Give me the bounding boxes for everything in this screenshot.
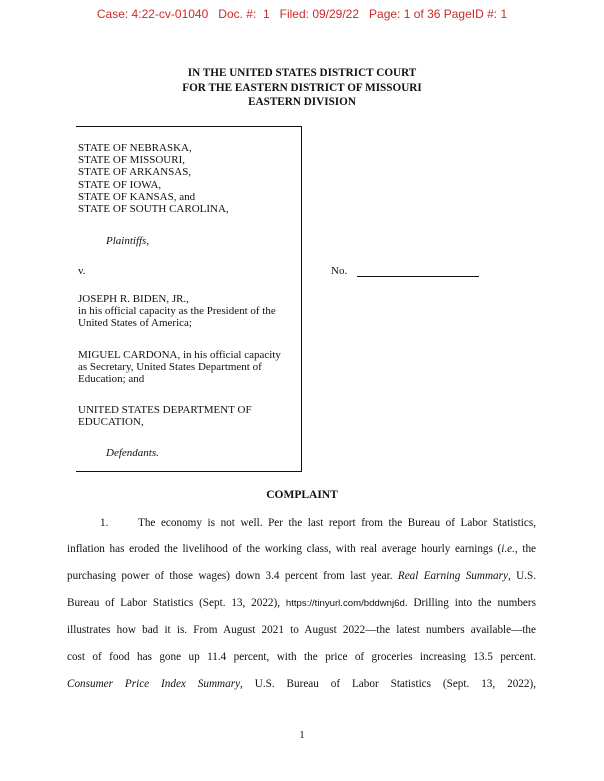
case-header-stamp: Case: 4:22-cv-01040 Doc. #: 1 Filed: 09/29/22 Page: 1 of 36 PageID #: 1 <box>96 7 508 21</box>
page-number: 1 <box>299 729 305 741</box>
court-heading <box>0 66 604 110</box>
paragraph-line <box>67 597 536 609</box>
paragraph-line <box>67 678 536 690</box>
defendant-line: United States of America; <box>78 317 192 330</box>
paragraph-text: inflation has eroded the livelihood of the working class, with real average hourly earnings ( <box>67 543 502 555</box>
defendant-line: Education; and <box>78 373 145 386</box>
paragraph-number: 1. <box>100 517 109 529</box>
citation-title: Consumer Price Index Summary <box>67 678 241 690</box>
defendant-line: UNITED STATES DEPARTMENT OF <box>78 404 252 416</box>
court-heading-line: IN THE UNITED STATES DISTRICT COURT <box>187 67 417 79</box>
versus: v. <box>78 265 86 277</box>
plaintiff-name: STATE OF MISSOURI, <box>78 154 185 167</box>
defendants-label: Defendants. <box>106 447 159 459</box>
paragraph-text-italic: i.e. <box>501 543 515 555</box>
court-heading-line: FOR THE EASTERN DISTRICT OF MISSOURI <box>182 81 422 94</box>
plaintiffs-list <box>78 142 229 215</box>
plaintiff-name: STATE OF SOUTH CAROLINA, <box>78 203 229 216</box>
defendant-line: in his official capacity as the President of the <box>78 305 276 318</box>
defendant-line: EDUCATION, <box>78 416 144 429</box>
defendant-cardona <box>78 349 281 386</box>
plaintiff-name: STATE OF IOWA, <box>78 178 162 191</box>
paragraph-text: , U.S. <box>507 570 536 582</box>
case-number-label: No. <box>331 265 348 277</box>
paragraph-text: , U.S. Bureau of Labor Statistics (Sept. 13, 2022), <box>240 678 536 690</box>
document-title: COMPLAINT <box>266 489 338 501</box>
paragraph-line <box>67 570 536 582</box>
case-number-blank <box>357 276 479 277</box>
paragraph-line: illustrates how bad it is. From August 2021 to August 2022—the latest numbers available—the <box>67 624 536 636</box>
paragraph-text: Bureau of Labor Statistics (Sept. 13, 2022), <box>67 597 286 609</box>
court-heading-line: EASTERN DIVISION <box>248 96 356 108</box>
paragraph-line <box>67 543 536 555</box>
paragraph-text: . Drilling into the numbers <box>404 597 536 609</box>
plaintiff-name: STATE OF ARKANSAS, <box>78 166 192 179</box>
paragraph-text: purchasing power of those wages) down 3.4 percent from last year. <box>67 570 398 582</box>
plaintiff-name: STATE OF NEBRASKA, <box>78 142 192 154</box>
plaintiffs-label <box>106 235 149 247</box>
defendant-line: MIGUEL CARDONA, in his official capacity <box>78 349 281 361</box>
paragraph-line: cost of food has gone up 11.4 percent, with the price of groceries increasing 13.5 percent. <box>67 651 536 663</box>
paragraph-line: The economy is not well. Per the last report from the Bureau of Labor Statistics, <box>138 517 536 529</box>
plaintiffs-label-suffix: , <box>146 235 150 247</box>
paragraph-text: , the <box>514 543 537 555</box>
defendant-line: JOSEPH R. BIDEN, JR., <box>78 293 189 305</box>
defendant-line: as Secretary, United States Department of <box>78 361 262 374</box>
defendant-biden <box>78 293 276 330</box>
plaintiff-name: STATE OF KANSAS, and <box>78 190 196 203</box>
defendant-department <box>78 404 252 428</box>
citation-url[interactable]: https://tinyurl.com/bddwnj6d <box>285 598 405 609</box>
citation-title: Real Earning Summary <box>397 570 508 582</box>
plaintiffs-label-text: Plaintiffs <box>106 235 147 247</box>
